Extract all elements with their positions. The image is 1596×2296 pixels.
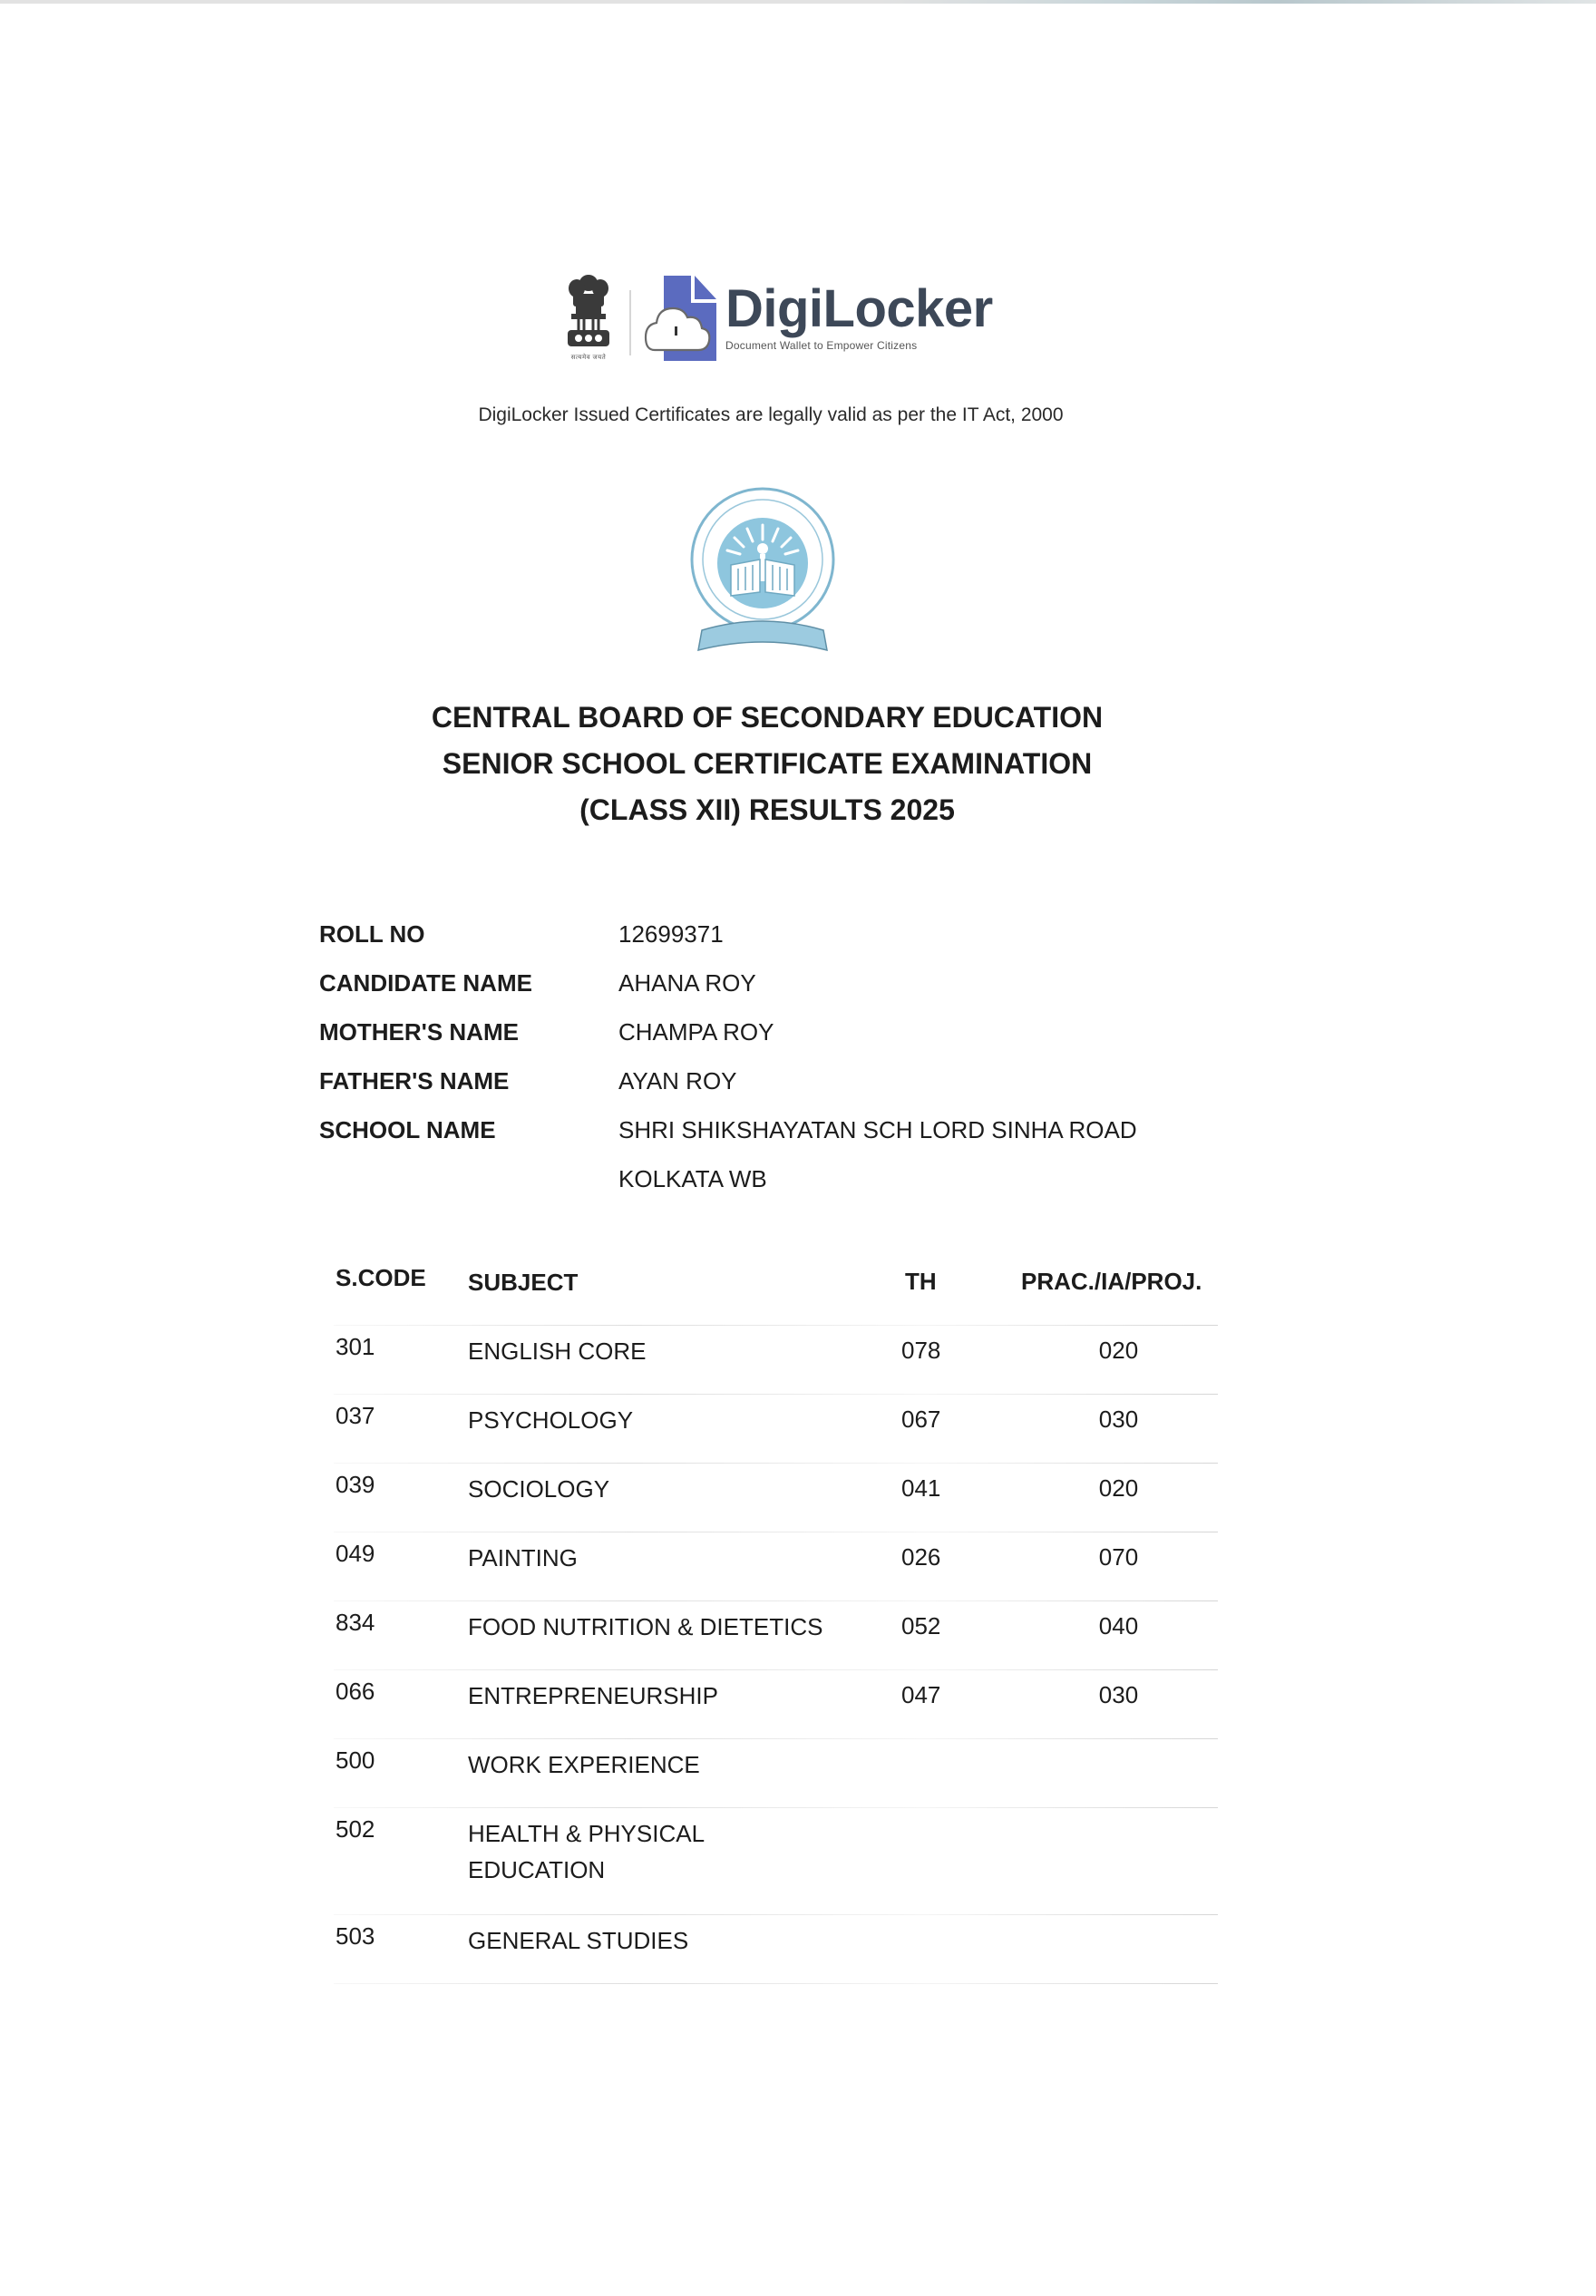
mother-name-value: CHAMPA ROY [618, 1018, 774, 1046]
subject-name: WORK EXPERIENCE [468, 1751, 700, 1778]
roll-no-value: 12699371 [618, 920, 724, 948]
scan-top-edge [0, 0, 1596, 4]
theory-marks: 026 [901, 1543, 941, 1571]
table-row [334, 1670, 1218, 1739]
table-row [334, 1739, 1218, 1808]
table-row [334, 1326, 1218, 1395]
exam-titles [0, 695, 1534, 833]
digilocker-header [560, 270, 993, 370]
subject-name: ENGLISH CORE [468, 1338, 647, 1365]
subject-code: 834 [336, 1609, 375, 1636]
practical-marks: 020 [1098, 1337, 1139, 1364]
subject-code: 039 [336, 1471, 375, 1498]
theory-marks: 067 [901, 1406, 941, 1433]
candidate-name-value: AHANA ROY [618, 969, 756, 997]
theory-marks: 052 [901, 1612, 941, 1639]
father-name-label: FATHER'S NAME [319, 1067, 510, 1094]
info-row-school-name [319, 1116, 1137, 1165]
candidate-info [319, 920, 1137, 1214]
header-theory: TH [905, 1268, 937, 1295]
practical-marks: 070 [1098, 1543, 1139, 1571]
marks-table-header [334, 1260, 1218, 1326]
school-name-value-line2: KOLKATA WB [618, 1165, 767, 1192]
theory-marks: 078 [901, 1337, 941, 1364]
subject-name: ENTREPRENEURSHIP [468, 1682, 718, 1709]
emblem-caption: सत्यमेव जयते [570, 355, 607, 361]
subject-code: 503 [336, 1922, 375, 1950]
subject-code: 500 [336, 1746, 375, 1774]
subject-code: 502 [336, 1815, 375, 1843]
subject-name: PSYCHOLOGY [468, 1406, 634, 1434]
digilocker-logo-icon [644, 270, 718, 370]
table-row [334, 1915, 1218, 1984]
national-emblem-icon [560, 270, 617, 365]
subject-code: 066 [336, 1678, 375, 1705]
mother-name-label: MOTHER'S NAME [319, 1018, 519, 1046]
subject-name-line1: HEALTH & PHYSICAL [468, 1820, 706, 1847]
table-row [334, 1808, 1218, 1915]
roll-no-label: ROLL NO [319, 920, 425, 948]
table-row [334, 1601, 1218, 1670]
header-subject: SUBJECT [468, 1269, 579, 1296]
subject-name: PAINTING [468, 1544, 578, 1571]
subject-name [468, 1815, 705, 1888]
info-row-mother-name [319, 1018, 1137, 1067]
digilocker-tagline: Document Wallet to Empower Citizens [725, 339, 918, 352]
header-subject-code: S.CODE [336, 1264, 426, 1291]
info-row-father-name [319, 1067, 1137, 1116]
table-row [334, 1395, 1218, 1464]
table-row [334, 1532, 1218, 1601]
candidate-name-label: CANDIDATE NAME [319, 969, 532, 997]
practical-marks: 030 [1098, 1406, 1139, 1433]
practical-marks: 030 [1098, 1681, 1139, 1708]
theory-marks: 041 [901, 1474, 941, 1502]
board-name: CENTRAL BOARD OF SECONDARY EDUCATION [431, 701, 1104, 734]
school-name-value: SHRI SHIKSHAYATAN SCH LORD SINHA ROAD [618, 1116, 1137, 1143]
subject-code: 037 [336, 1402, 375, 1429]
subject-name: GENERAL STUDIES [468, 1927, 689, 1954]
subject-name: SOCIOLOGY [468, 1475, 610, 1503]
row-divider [334, 1983, 1218, 1984]
info-row-school-name-cont [319, 1165, 1137, 1214]
father-name-value: AYAN ROY [618, 1067, 737, 1094]
practical-marks: 020 [1098, 1474, 1139, 1502]
validity-note: DigiLocker Issued Certificates are legally valid as per the IT Act, 2000 [478, 404, 1064, 425]
header-practical: PRAC./IA/PROJ. [1021, 1268, 1202, 1295]
exam-name: SENIOR SCHOOL CERTIFICATE EXAMINATION [442, 747, 1093, 780]
marks-table [334, 1260, 1218, 1984]
school-name-label: SCHOOL NAME [319, 1116, 496, 1143]
practical-marks: 040 [1098, 1612, 1139, 1639]
info-row-roll-no [319, 920, 1137, 969]
subject-code: 049 [336, 1540, 375, 1567]
table-row [334, 1464, 1218, 1532]
subject-code: 301 [336, 1333, 375, 1360]
cbse-seal-icon [686, 485, 840, 666]
subject-name: FOOD NUTRITION & DIETETICS [468, 1613, 823, 1640]
subject-name-line2: EDUCATION [468, 1856, 606, 1883]
digilocker-brand-name: DigiLocker [725, 279, 993, 338]
results-year: (CLASS XII) RESULTS 2025 [579, 793, 955, 826]
info-row-candidate-name [319, 969, 1137, 1018]
theory-marks: 047 [901, 1681, 941, 1708]
logo-divider [629, 290, 631, 355]
